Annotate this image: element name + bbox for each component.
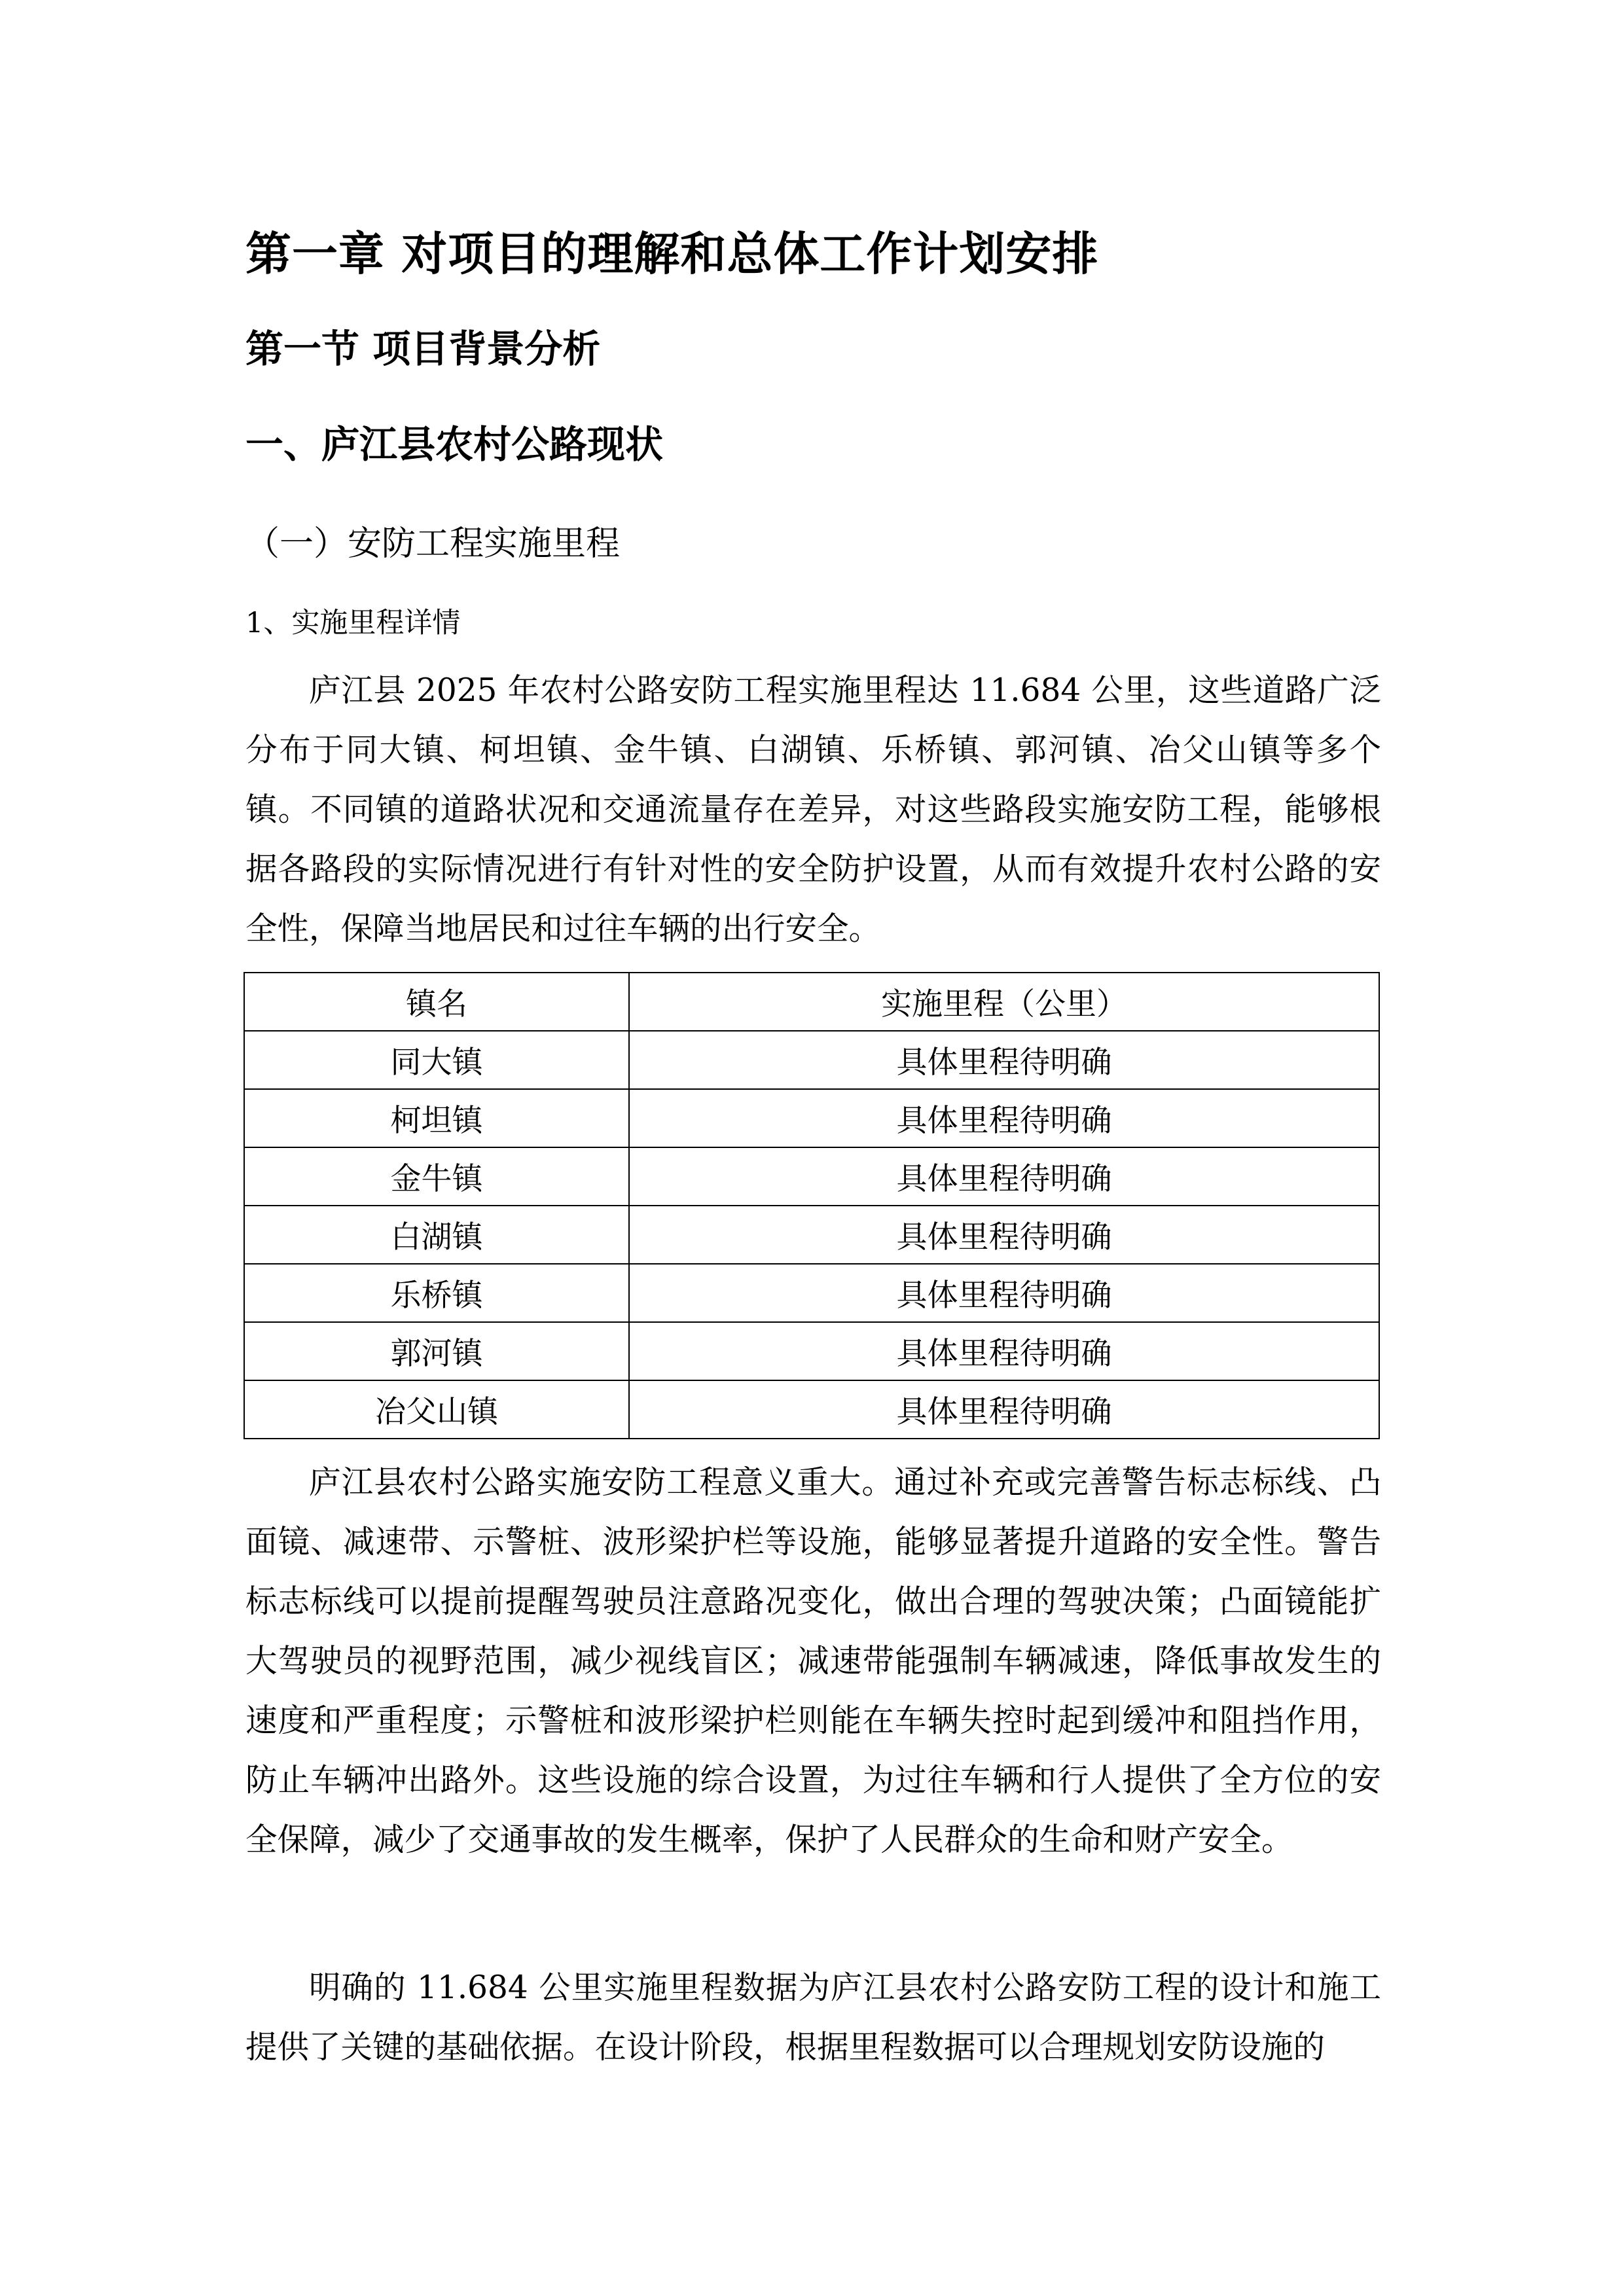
mileage-table bbox=[244, 972, 1380, 1439]
table-row bbox=[244, 1089, 1379, 1147]
table-cell-town: 冶父山镇 bbox=[244, 1380, 629, 1439]
table-cell-town: 同大镇 bbox=[244, 1031, 629, 1089]
table-row bbox=[244, 1264, 1379, 1322]
table-cell-mileage: 具体里程待明确 bbox=[629, 1089, 1379, 1147]
table-row bbox=[244, 1380, 1379, 1439]
table-cell-mileage: 具体里程待明确 bbox=[629, 1206, 1379, 1264]
table-cell-mileage: 具体里程待明确 bbox=[629, 1322, 1379, 1380]
section-title: 第一节 项目背景分析 bbox=[245, 327, 601, 371]
table-row bbox=[244, 1206, 1379, 1264]
table-cell-town: 金牛镇 bbox=[244, 1147, 629, 1206]
chapter-title: 第一章 对项目的理解和总体工作计划安排 bbox=[245, 227, 1099, 281]
table-header-row bbox=[244, 973, 1379, 1031]
table-cell-mileage: 具体里程待明确 bbox=[629, 1031, 1379, 1089]
table-cell-town: 柯坦镇 bbox=[244, 1089, 629, 1147]
subsubsection-title: （一）安防工程实施里程 bbox=[245, 524, 621, 564]
table-header-town: 镇名 bbox=[244, 973, 629, 1031]
subsection-title: 一、庐江县农村公路现状 bbox=[245, 422, 664, 467]
table-row bbox=[244, 1031, 1379, 1089]
table-cell-town: 郭河镇 bbox=[244, 1322, 629, 1380]
paragraph-significance: 庐江县农村公路实施安防工程意义重大。通过补充或完善警告标志标线、凸面镜、减速带、示警桩、波形梁护栏等设施，能够显著提升道路的安全性。警告标志标线可以提前提醒驾驶员注意路况变化，做出合理的驾驶决策；凸面镜能扩大驾驶员的视野范围，减少视线盲区；减速带能强制车辆减速，降低事故发生的速度和严重程度；示警桩和波形梁护栏则能在车辆失控时起到缓冲和阻挡作用，防止车辆冲出路外。这些设施的综合设置，为过往车辆和行人提供了全方位的安全保障，减少了交通事故的发生概率，保护了人民群众的生命和财产安全。 bbox=[245, 1464, 1381, 1858]
table-cell-town: 白湖镇 bbox=[244, 1206, 629, 1264]
table-cell-town: 乐桥镇 bbox=[244, 1264, 629, 1322]
table-cell-mileage: 具体里程待明确 bbox=[629, 1264, 1379, 1322]
paragraph-mileage-overview: 庐江县 2025 年农村公路安防工程实施里程达 11.684 公里，这些道路广泛分布于同大镇、柯坦镇、金牛镇、白湖镇、乐桥镇、郭河镇、冶父山镇等多个镇。不同镇的道路状况和交通流量存在差异，对这些路段实施安防工程，能够根据各路段的实际情况进行有针对性的安全防护设置，从而有效提升农村公路的安全性，保障当地居民和过往车辆的出行安全。 bbox=[245, 672, 1381, 947]
table-cell-mileage: 具体里程待明确 bbox=[629, 1380, 1379, 1439]
table-row bbox=[244, 1147, 1379, 1206]
item-title: 1、实施里程详情 bbox=[245, 607, 461, 639]
table-cell-mileage: 具体里程待明确 bbox=[629, 1147, 1379, 1206]
paragraph-design-basis: 明确的 11.684 公里实施里程数据为庐江县农村公路安防工程的设计和施工提供了关键的基础依据。在设计阶段，根据里程数据可以合理规划安防设施的 bbox=[245, 1969, 1381, 2066]
table-header-mileage: 实施里程（公里） bbox=[629, 973, 1379, 1031]
table-row bbox=[244, 1322, 1379, 1380]
